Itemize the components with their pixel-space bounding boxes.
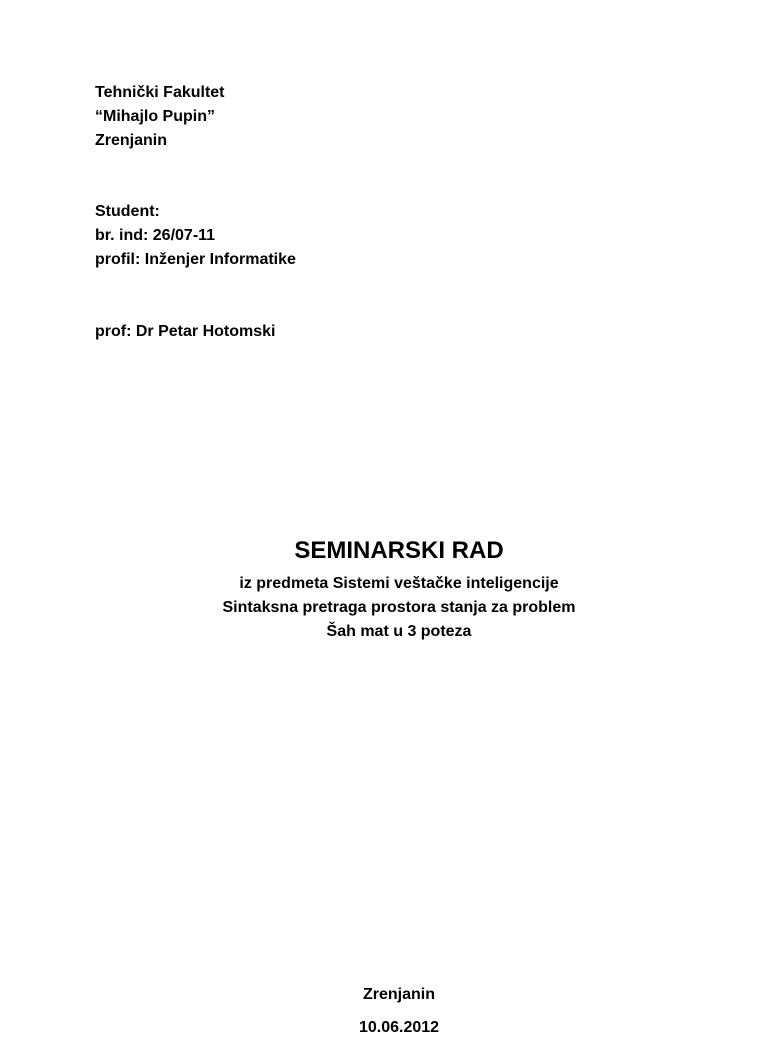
institution-name: Tehnički Fakultet — [95, 84, 225, 101]
footer-city: Zrenjanin — [362, 986, 435, 1003]
institution-city: Zrenjanin — [95, 132, 168, 149]
document-title: SEMINARSKI RAD — [294, 537, 504, 564]
student-index: br. ind: 26/07-11 — [95, 227, 216, 244]
document-topic-line1: Sintaksna pretraga prostora stanja za problem — [222, 599, 576, 616]
document-topic-line2: Šah mat u 3 poteza — [326, 623, 472, 640]
institution-quote: “Mihajlo Pupin” — [95, 108, 215, 125]
footer-date: 10.06.2012 — [358, 1019, 440, 1036]
student-profile: profil: Inženjer Informatike — [95, 251, 296, 268]
professor-name: prof: Dr Petar Hotomski — [95, 323, 276, 340]
document-subject: iz predmeta Sistemi veštačke inteligencije — [239, 575, 559, 592]
student-label: Student: — [95, 203, 160, 220]
